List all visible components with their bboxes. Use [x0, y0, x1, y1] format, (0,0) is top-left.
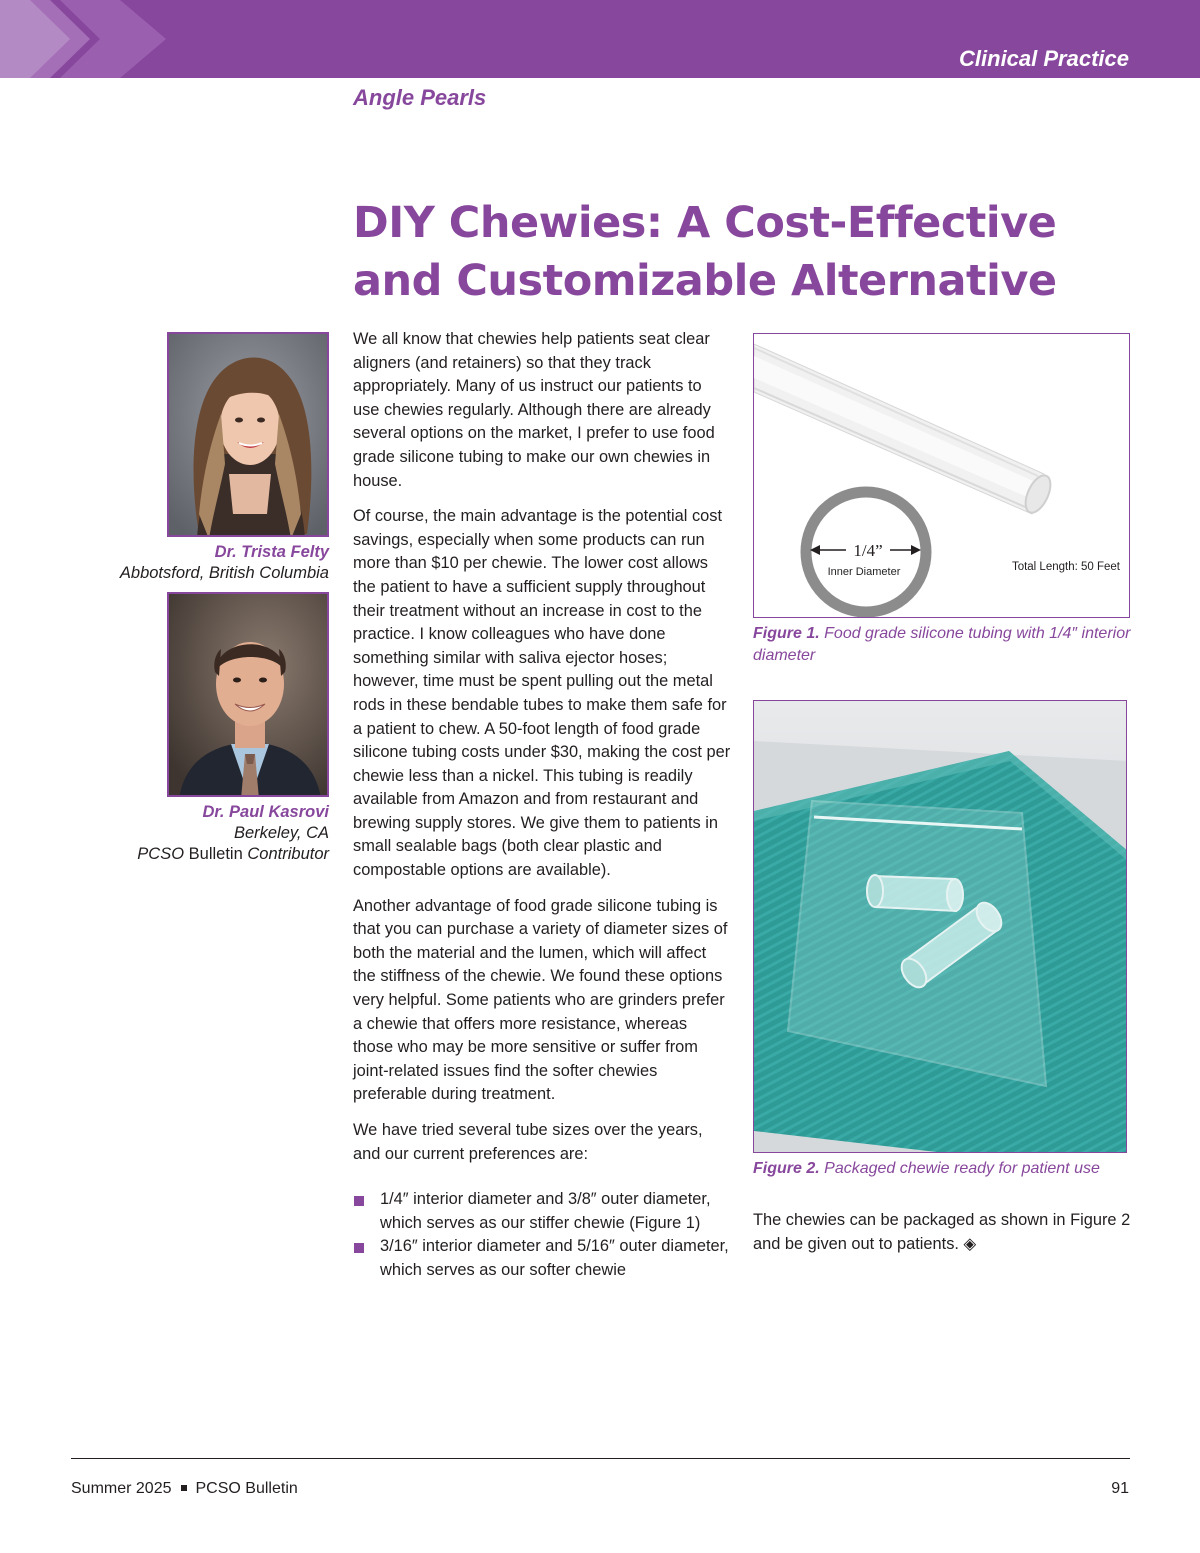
preference-list: [353, 1188, 731, 1282]
closing-paragraph: The chewies can be packaged as shown in Figure 2 and be given out to patients. ◈: [753, 1211, 1131, 1253]
svg-text:Total Length: 50 Feet: Total Length: 50 Feet: [1011, 561, 1120, 573]
author-role: PCSO Bulletin Contributor: [137, 845, 329, 863]
author-location: Berkeley, CA: [233, 824, 329, 842]
bullet-square-icon: [354, 1243, 364, 1253]
author-name: Dr. Paul Kasrovi: [202, 803, 329, 821]
paragraph: We all know that chewies help patients seat clear aligners (and retainers) so that they track appropriately. Many of us instruct our patients to use chewies regularly. Although there are already several options on the market, I prefer to use food grade silicone tubing to make our own chewies in house.: [353, 330, 715, 490]
figure-1-caption: Figure 1. Food grade silicone tubing with 1/4″ interior diameter: [753, 625, 1131, 664]
list-item: 1/4″ interior diameter and 3/8″ outer diameter, which serves as our stiffer chewie (Figure 1): [353, 1188, 731, 1235]
author-location: Abbotsford, British Columbia: [119, 564, 329, 582]
article-title: DIY Chewies: A Cost-Effective and Customizable Alternative: [353, 198, 1057, 306]
article-body: [353, 328, 731, 1283]
paragraph: We have tried several tube sizes over the years, and our current preferences are:: [353, 1121, 703, 1163]
author-photo-kasrovi: [167, 592, 329, 797]
page-number: 91: [1111, 1480, 1129, 1497]
author-photo-felty: [167, 332, 329, 537]
footer-issue: Summer 2025 PCSO Bulletin: [71, 1480, 298, 1497]
author-info-felty: [120, 542, 329, 584]
svg-text:Inner Diameter: Inner Diameter: [827, 566, 901, 578]
figure-2-caption: Figure 2. Packaged chewie ready for patient use: [753, 1160, 1100, 1177]
column-name: Angle Pearls: [353, 85, 487, 110]
paragraph: Another advantage of food grade silicone tubing is that you can purchase a variety of diameter sizes of both the material and the lumen, which will affect the stiffness of the chewie. We found these options very helpful. Some patients who are grinders prefer a chewie that offers more resistance, whereas those who may be more sensitive or suffer from joint-related issues find the softer chewies preferable during treatment.: [353, 896, 728, 1104]
list-item: 3/16″ interior diameter and 5/16″ outer diameter, which serves as our softer chewie: [353, 1235, 731, 1282]
section-label: Clinical Practice: [959, 46, 1129, 71]
author-info-kasrovi: [137, 802, 329, 865]
figure-1-image: [753, 333, 1130, 618]
author-name: Dr. Trista Felty: [214, 543, 329, 561]
square-separator-icon: [181, 1485, 187, 1491]
header-band: [0, 0, 1200, 78]
paragraph: Of course, the main advantage is the potential cost savings, especially when some products can run more than $10 per chewie. The lower cost allows the patient to have a sufficient supply throughout their treatment without an increase in cost to the practice. I know colleagues who have done something similar with saliva ejector hoses; however, time must be spent pulling out the metal rods in these bendable tubes to make them safe for a patient to chew. A 50-foot length of food grade silicone tubing costs under $30, making the cost per chewie less than a nickel. This tubing is readily available from Amazon and from restaurant and brewing supply stores. We give them to patients in small sealable bags (both clear plastic and compostable options are available).: [353, 507, 731, 880]
bullet-square-icon: [354, 1196, 364, 1206]
footer-rule: [71, 1458, 1130, 1459]
svg-text:1/4”: 1/4”: [853, 541, 883, 560]
figure-2-image: [753, 700, 1127, 1153]
end-mark-icon: ◈: [963, 1234, 977, 1253]
chevron-decoration-icon: [0, 0, 180, 78]
